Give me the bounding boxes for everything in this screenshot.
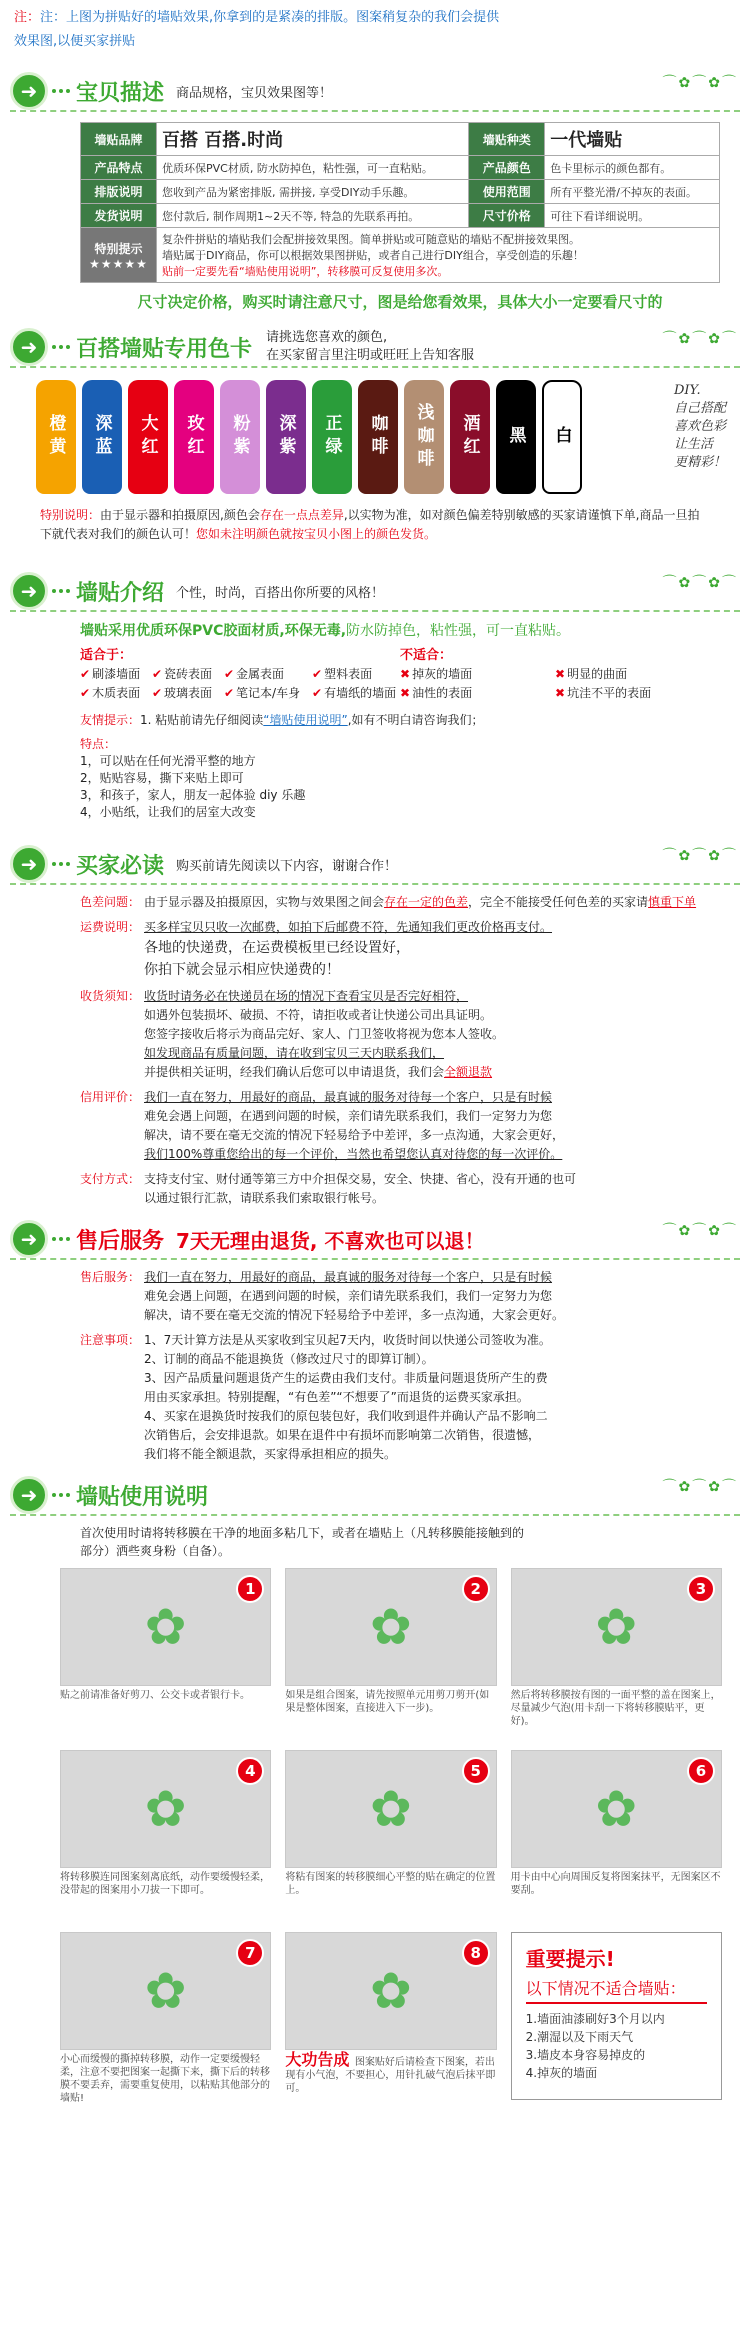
feature-item: 1，可以贴在任何光滑平整的地方 [80,754,256,768]
notice-label: 售后服务： [80,1270,141,1284]
text: 各地的快递费，在运费模板里已经设置好， [144,940,410,956]
check-icon: ✔ [312,686,323,700]
text: 我们一直在努力，用最好的商品，最真诚的服务对待每一个客户，只是有时候 [144,1090,553,1104]
grass-icon: ⌒✿⌒✿⌒ [662,1479,738,1495]
stars-icon: ★★★★★ [89,256,148,271]
feature-item: 4，小贴纸，让我们的居室大改变 [80,805,256,819]
grass-icon: ⌒✿⌒✿⌒ [662,75,738,91]
text: 你拍下就会显示相应快递费的！ [144,962,340,978]
color-cards [0,372,750,500]
step-number: 2 [462,1575,490,1603]
check-icon: ✔ [80,686,91,700]
special-line2: 墙贴属于DIY商品，你可以根据效果图拼贴，或者自己进行DIY组合，享受创造的乐趣！ [162,249,584,262]
text: 4、买家在退换货时按我们的原包装包好，我们收到退件并确认产品不影响二 [144,1409,548,1423]
spec-label: 排版说明 [81,180,157,204]
arrow-icon: ➜ [10,72,48,110]
text: 我们100%尊重您给出的每一个评价，当然也希望您认真对待您的每一次评价。 [144,1147,563,1161]
notice-ship [80,918,720,981]
grass-icon: ⌒✿⌒✿⌒ [662,575,738,591]
spec-label: 墙贴种类 [469,123,545,156]
spec-value: 您付款后, 制作周期1~2天不等, 特急的先联系再拍。 [157,204,469,228]
spec-label: 使用范围 [469,180,545,204]
color-note-label: 特别说明： [40,508,101,522]
no-head: 不适合： [400,648,453,663]
arrow-icon: ➜ [10,1220,48,1258]
spec-label: 产品特点 [81,156,157,180]
step-photo [60,1568,271,1686]
after-notice [0,1264,750,1464]
notice-receive [80,987,720,1082]
no-item: ✖ 掉灰的墙面 [400,667,473,681]
usage-step [60,1568,271,1746]
check-icon: ✔ [151,667,163,681]
intro-lead [80,620,720,640]
step-number: 7 [236,1939,264,1967]
arrow-icon: ➜ [10,572,48,610]
step-number: 8 [462,1939,490,1967]
spec-value: 百搭 百搭.时尚 [157,123,469,156]
section-usage-head [0,1470,750,1520]
text: 您签字接收后将示为商品完好、家人、门卫签收将视为您本人签收。 [144,1027,505,1041]
spec-value: 可往下看详细说明。 [545,204,720,228]
warning-item: 1.墙面油漆刷好3个月以内 [525,2012,665,2026]
text: 由于显示器及拍摄原因，实物与效果图之间会 [144,895,385,909]
special-line1: 复杂件拼贴的墙贴我们会配拼接效果图。简单拼贴或可随意贴的墙贴不配拼接效果图。 [162,233,580,246]
suitability [80,644,720,701]
section-intro-title: 墙贴介绍 [76,580,165,606]
section-intro-head [0,566,750,616]
features [80,736,720,821]
text: 解决，请不要在毫无交流的情况下轻易给予中差评，多一点沟通，大家会更好， [144,1128,565,1142]
notice-label: 色差问题： [80,895,141,909]
feature-item: 2，贴贴容易，撕下来贴上即可 [80,771,244,785]
text: 全额退款 [444,1065,493,1079]
ok-item: ✔ 笔记本/车身 [223,686,301,700]
cross-icon: ✖ [400,686,411,700]
step-caption: 将转移膜连同图案刻离底纸，动作要缓慢轻柔，没带起的图案用小刀拔一下即可。 [60,1872,270,1896]
dots-icon [52,862,70,866]
warning-item: 3.墙皮本身容易掉皮的 [525,2048,646,2062]
text: 1、7天计算方法是从买家收到宝贝起7天内，收货时间以快递公司签收为准。 [144,1333,551,1347]
section-buyer-head [0,839,750,889]
usage-step [511,1750,722,1928]
usage-step [511,1568,722,1746]
flower-icon: ✿ [144,1780,187,1838]
friend-tip [80,711,720,728]
usage-step [285,1932,496,2110]
ok-list [80,665,400,701]
text: 并提供相关证明，经我们确认后您可以申请退货，我们会 [144,1065,445,1079]
text: 解决，请不要在毫无交流的情况下轻易给予中差评，多一点沟通，大家会更好。 [144,1308,565,1322]
usage-step [60,1750,271,1928]
warning-item: 4.掉灰的墙面 [525,2066,598,2080]
flower-icon: ✿ [595,1780,638,1838]
feature-head: 特点： [80,737,117,751]
spec-label: 墙贴品牌 [81,123,157,156]
step-photo [60,1932,271,2050]
ok-head: 适合于： [80,648,133,663]
no-list [400,665,720,701]
friend-label: 友情提示： [80,713,141,727]
spec-value: 一代墙贴 [545,123,720,156]
step-caption: 将粘有图案的转移膜细心平整的贴在确定的位置上。 [285,1872,496,1896]
flower-icon: ✿ [595,1598,638,1656]
feature-list [80,753,720,821]
notice-label: 注意事项： [80,1333,141,1347]
spec-label: 发货说明 [81,204,157,228]
note-line1: 注：上图为拼贴好的墙贴效果,你拿到的是紧凑的排版。图案稍复杂的我们会提供 [40,10,500,25]
top-note [0,0,750,66]
text: 慎重下单 [648,895,697,909]
text: 收货时请务必在快递员在场的情况下查看宝贝是否完好相符， [144,989,469,1003]
diy-l2: 自己搭配 [673,401,726,416]
color-card: 白 [542,380,582,494]
section-after-head [0,1214,750,1264]
step-photo [511,1568,722,1686]
special-body [157,228,720,283]
cross-icon: ✖ [400,667,411,681]
friend-tail: ,如有不明白请咨询我们； [347,713,484,727]
colors-sub1: 请挑选您喜欢的颜色, [266,330,388,345]
usage-link[interactable]: “墙贴使用说明” [263,713,348,727]
step-caption: 如果是组合图案，请先按照单元用剪刀剪开(如果是整体图案，直接进入下一步)。 [285,1690,490,1714]
flower-icon: ✿ [144,1598,187,1656]
spec-value: 所有平整光滑/不掉灰的表面。 [545,180,720,204]
step-caption: 大功告成 图案贴好后请检查下图案，若出现有小气泡，不要担心，用针扎破气泡后抹平即可。 [285,2050,496,2094]
ok-item: ✔ 有墙纸的墙面 [312,686,397,700]
notice-label: 信用评价： [80,1090,141,1104]
spec-label: 产品颜色 [469,156,545,180]
dots-icon [52,345,70,349]
ok-item: ✔ 瓷砖表面 [151,667,213,681]
color-card: 粉紫 [220,380,260,494]
color-note [0,500,750,544]
usage-intro1: 首次使用时请将转移膜在干净的地面多粘几下，或者在墙贴上（凡转移膜能接触到的 [80,1526,525,1540]
spec-value: 色卡里标示的颜色都有。 [545,156,720,180]
check-icon: ✔ [223,667,235,681]
special-line3: 贴前一定要先看“墙贴使用说明”，转移膜可反复使用多次。 [162,265,449,278]
text: 买多样宝贝只收一次邮费，如拍下后邮费不符，先通知我们更改价格再支付。 [144,920,553,934]
section-usage-title: 墙贴使用说明 [76,1484,209,1510]
step-number: 5 [462,1757,490,1785]
text: 支持支付宝、财付通等第三方中介担保交易，安全、快捷、省心，没有开通的也可 [144,1172,577,1186]
diy-l4: 让生活 [673,437,713,452]
ok-item: ✔ 金属表面 [223,667,285,681]
feature-item: 3，和孩子，家人，朋友一起体验 diy 乐趣 [80,788,306,802]
arrow-icon: ➜ [10,1476,48,1514]
text: 我们一直在努力，用最好的商品，最真诚的服务对待每一个客户，只是有时候 [144,1270,553,1284]
spec-table-wrap [0,116,750,322]
color-card: 咖啡 [358,380,398,494]
section-desc-head [0,66,750,116]
intro-lead1: 墙贴采用优质环保PVC胶面材质,环保无毒, [80,623,347,639]
notice-label: 收货须知： [80,989,141,1003]
color-card: 大红 [128,380,168,494]
text: 我们将不能全额退款，买家得承担相应的损失。 [144,1447,397,1461]
usage-step [285,1568,496,1746]
text: 存在一定的色差 [384,895,469,909]
flower-icon: ✿ [370,1780,412,1838]
usage-step [285,1750,496,1928]
text: ，完全不能接受任何色差的买家请 [468,895,649,909]
text: 以通过银行汇款，请联系我们索取银行帐号。 [144,1191,385,1205]
step-photo [285,1568,496,1686]
text: 3、因产品质量问题退货产生的运费由我们支付。非质量问题退货所产生的费 [144,1371,548,1385]
step-photo [285,1932,496,2050]
step-photo [285,1750,496,1868]
flower-icon: ✿ [370,1598,412,1656]
check-icon: ✔ [151,686,163,700]
special-label [81,228,157,283]
step-done: 大功告成 [285,2050,355,2069]
usage-step [60,1932,271,2110]
text: 难免会遇上问题，在遇到问题的时候，亲们请先联系我们，我们一定努力为您 [144,1109,553,1123]
section-after-title: 售后服务 [76,1228,165,1254]
step-number: 4 [236,1757,264,1785]
cross-icon: ✖ [555,686,566,700]
note-line2: 效果图,以便买家拼贴 [14,34,136,49]
check-icon: ✔ [312,667,323,681]
dots-icon [52,1493,70,1497]
color-note-body2: ,以实物为准，如对颜色偏差特别敏感的买家请谨慎下单,商品一旦拍下就代表对我们的颜色认可！ [40,508,700,541]
ok-item: ✔ 玻璃表面 [151,686,213,700]
color-card: 玫红 [174,380,214,494]
note-prefix: 注： [14,10,41,25]
arrow-icon: ➜ [10,845,48,883]
dots-icon [52,589,70,593]
no-item: ✖ 明显的曲面 [555,667,628,681]
spec-label: 尺寸价格 [469,204,545,228]
ok-item: ✔ 木质表面 [80,686,141,700]
step-caption: 然后将转移膜按有图的一面平整的盖在图案上，尽量减少气泡(用卡刮一下将转移膜贴平，更好)。 [510,1690,721,1727]
section-buyer-title: 买家必读 [76,853,165,879]
step-number: 6 [687,1757,715,1785]
notice-credit [80,1088,720,1164]
warning-title: 重要提示! [525,1947,615,1971]
arrow-icon: ➜ [10,328,48,366]
section-desc-sub: 商品规格，宝贝效果图等！ [176,85,333,101]
intro-lead2: 防水防掉色，粘性强，可一直粘贴。 [346,623,571,639]
step-caption: 小心而缓慢的撕掉转移膜，动作一定要缓慢轻柔，注意不要把图案一起撕下来，撕下后的转移膜不要丢弃，需要重复使用，以粘贴其他部分的墙贴! [60,2054,270,2104]
usage-intro2: 部分）洒些爽身粉（自备）。 [80,1544,231,1558]
color-card: 正绿 [312,380,352,494]
warning-box [511,1932,722,2100]
notice-label: 运费说明： [80,920,141,934]
usage-intro [0,1520,750,1560]
text: 难免会遇上问题，在遇到问题的时候，亲们请先联系我们，我们一定努力为您 [144,1289,553,1303]
colors-sub2: 在买家留言里注明或旺旺上告知客服 [266,348,475,363]
color-card: 深蓝 [82,380,122,494]
step-photo [60,1750,271,1868]
color-note-body1: 由于显示器和拍摄原因,颜色会 [100,508,260,522]
section-after-sub: 7天无理由退货, 不喜欢也可以退！ [176,1228,485,1253]
ok-item: ✔ 刷漆墙面 [80,667,141,681]
flower-icon: ✿ [370,1962,412,2020]
check-icon: ✔ [223,686,235,700]
diy-l1: DIY. [673,383,701,398]
section-colors-title: 百搭墙贴专用色卡 [76,336,253,362]
section-desc-title: 宝贝描述 [76,80,165,106]
color-note-red2: 您如未注明颜色就按宝贝小图上的颜色发货。 [196,527,437,541]
step-caption: 贴之前请准备好剪刀、公交卡或者银行卡。 [60,1690,250,1701]
grass-icon: ⌒✿⌒✿⌒ [662,1223,738,1239]
spec-value: 优质环保PVC材质, 防水防掉色，粘性强，可一直粘贴。 [157,156,469,180]
text: 2、订制的商品不能退换货（修改过尺寸的即算订制）。 [144,1352,434,1366]
dots-icon [52,89,70,93]
step-number: 1 [236,1575,264,1603]
step-photo [511,1750,722,1868]
special-label-text: 特别提示 [94,241,143,256]
flower-icon: ✿ [144,1962,187,2020]
text: 用由买家承担。特别提醒，“有色差”“不想要了”而退货的运费买家承担。 [144,1390,529,1404]
color-note-red1: 存在一点点差异 [259,508,344,522]
grass-icon: ⌒✿⌒✿⌒ [662,331,738,347]
warning-sub: 以下情况不适合墙贴： [526,1976,707,2004]
step-number: 3 [687,1575,715,1603]
spec-table [80,122,720,283]
usage-steps [0,1560,750,2110]
color-card: 深紫 [266,380,306,494]
intro-body [0,616,750,821]
spec-footer: 尺寸决定价格，购买时请注意尺寸，图是给您看效果，具体大小一定要看尺寸的 [137,293,663,311]
diy-l5: 更精彩！ [673,455,726,470]
step-caption: 用卡由中心向周围反复将图案抹平，无图案区不要刮。 [510,1872,721,1896]
notice-attention [80,1331,720,1464]
text: 如发现商品有质量问题，请在收到宝贝三天内联系我们， [144,1046,445,1060]
no-item: ✖ 坑洼不平的表面 [555,686,652,700]
grass-icon: ⌒✿⌒✿⌒ [662,848,738,864]
ok-item: ✔ 塑料表面 [312,667,373,681]
notice-service [80,1268,720,1325]
section-colors-sub [266,329,474,365]
color-card: 浅咖啡 [404,380,444,494]
cross-icon: ✖ [555,667,566,681]
notice-label: 支付方式： [80,1172,141,1186]
section-intro-sub: 个性，时尚，百搭出你所要的风格！ [176,585,385,601]
section-buyer-sub: 购买前请先阅读以下内容，谢谢合作！ [176,858,398,874]
dots-icon [52,1237,70,1241]
spec-value: 您收到产品为紧密排版, 需拼接, 享受DIY动手乐趣。 [157,180,469,204]
friend-body: 1. 粘贴前请先仔细阅读 [140,713,264,727]
text: 如遇外包装损坏、破损、不符，请拒收或者让快递公司出具证明。 [144,1008,493,1022]
text: 次销售后，会安排退款。如果在退件中有损坏而影响第二次销售，很遗憾， [144,1428,541,1442]
warning-item: 2.潮湿以及下雨天气 [525,2030,634,2044]
color-card: 橙黄 [36,380,76,494]
check-icon: ✔ [80,667,91,681]
no-item: ✖ 油性的表面 [400,686,473,700]
section-colors-head [0,322,750,372]
buyer-notice [0,889,750,1208]
color-card: 酒红 [450,380,490,494]
notice-pay [80,1170,720,1208]
diy-note [674,382,726,472]
diy-l3: 喜欢色彩 [673,419,726,434]
color-card: 黑 [496,380,536,494]
notice-color [80,893,720,912]
